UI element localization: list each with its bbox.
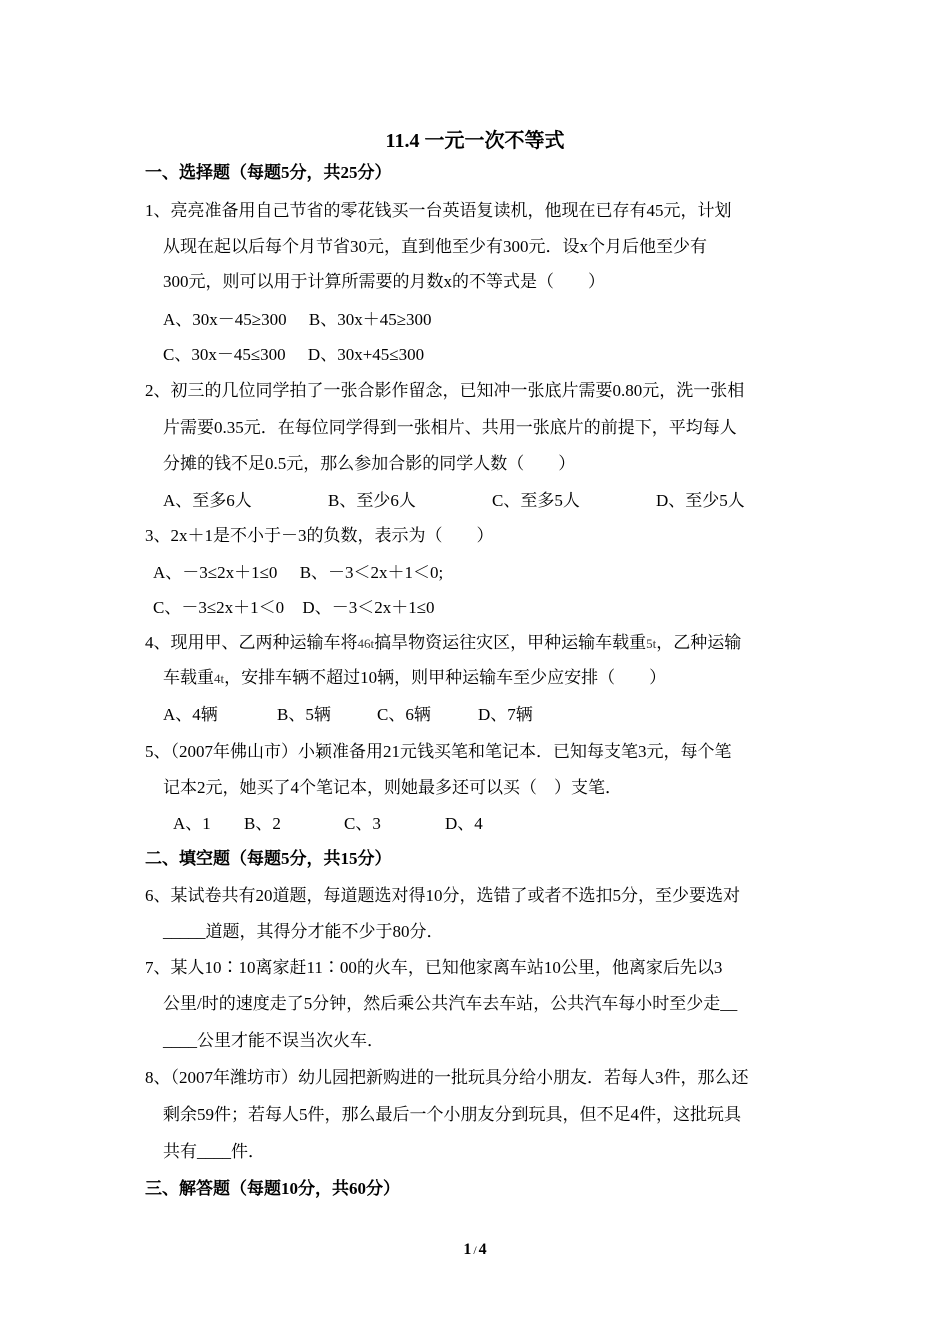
question-4-options xyxy=(163,703,533,727)
question-2-options xyxy=(163,489,745,513)
question-6-line-1: 6、某试卷共有20道题，每道题选对得10分，选错了或者不选扣5分，至少要选对 xyxy=(145,886,740,905)
question-3-options-row-1 xyxy=(153,561,443,585)
page-separator: / xyxy=(473,1243,477,1257)
question-4-option-b: B、5辆 xyxy=(277,705,331,724)
question-5-option-a: A、1 xyxy=(173,814,211,833)
question-1-option-d: D、30x+45≤300 xyxy=(307,345,425,364)
section-heading-fill-in: 二、填空题（每题5分，共15分） xyxy=(145,849,392,868)
question-3-option-c: C、－3≤2x＋1＜0 xyxy=(153,598,285,617)
question-4-line-2: 车载重4t，安排车辆不超过10辆，则甲种运输车至少应安排（ ） xyxy=(163,668,667,687)
quantity-5t: 5t xyxy=(646,636,657,651)
question-4-option-a: A、4辆 xyxy=(163,705,218,724)
question-1-line-1: 1、亮亮准备用自己节省的零花钱买一台英语复读机，他现在已存有45元，计划 xyxy=(145,201,732,220)
question-4-line-1: 4、现用甲、乙两种运输车将46t搞旱物资运往灾区，甲种运输车载重5t，乙种运输 xyxy=(145,633,742,652)
question-1-line-2: 从现在起以后每个月节省30元，直到他至少有300元．设x个月后他至少有 xyxy=(163,237,707,256)
question-5-line-1: 5、（2007年佛山市）小颖准备用21元钱买笔和笔记本．已知每支笔3元，每个笔 xyxy=(145,742,732,761)
question-6-line-2: _____道题，其得分才能不少于80分． xyxy=(163,922,444,941)
question-5-option-b: B、2 xyxy=(244,814,281,833)
question-5-option-d: D、4 xyxy=(445,814,483,833)
section-heading-multiple-choice: 一、选择题（每题5分，共25分） xyxy=(145,163,392,182)
question-1-option-c: C、30x－45≤300 xyxy=(163,345,286,364)
question-7-line-2: 公里/时的速度走了5分钟，然后乘公共汽车去车站，公共汽车每小时至少走__ xyxy=(163,994,738,1013)
question-5-line-2: 记本2元，她买了4个笔记本，则她最多还可以买（ ）支笔． xyxy=(163,778,622,797)
quantity-4t: 4t xyxy=(214,671,225,686)
question-3-option-d: D、－3＜2x＋1≤0 xyxy=(302,598,435,617)
question-2-option-b: B、至少6人 xyxy=(328,491,416,510)
question-7-line-3: ____公里才能不误当次火车． xyxy=(163,1031,384,1050)
total-pages: 4 xyxy=(478,1241,487,1258)
question-4-option-c: C、6辆 xyxy=(377,705,431,724)
question-8-line-3: 共有____件． xyxy=(163,1142,265,1161)
question-7-line-1: 7、某人10∶10离家赶11∶00的火车，已知他家离车站10公里，他离家后先以3 xyxy=(145,958,723,977)
question-3-option-b: B、－3＜2x＋1＜0; xyxy=(299,563,444,582)
question-2-line-3: 分摊的钱不足0.5元，那么参加合影的同学人数（ ） xyxy=(163,454,576,473)
current-page: 1 xyxy=(463,1241,472,1258)
question-8-line-1: 8、（2007年潍坊市）幼儿园把新购进的一批玩具分给小朋友．若每人3件，那么还 xyxy=(145,1068,749,1087)
question-1-option-b: B、30x＋45≥300 xyxy=(308,310,432,329)
section-heading-solve: 三、解答题（每题10分，共60分） xyxy=(145,1179,400,1198)
question-2-option-a: A、至多6人 xyxy=(163,491,252,510)
question-1-line-3: 300元，则可以用于计算所需要的月数x的不等式是（ ） xyxy=(163,272,605,291)
question-3-option-a: A、－3≤2x＋1≤0 xyxy=(153,563,278,582)
question-3-options-row-2 xyxy=(153,596,435,620)
question-5-options xyxy=(173,812,483,836)
question-1-options-row-1 xyxy=(163,308,432,332)
question-4-option-d: D、7辆 xyxy=(478,705,533,724)
question-1-options-row-2 xyxy=(163,343,424,367)
question-3-line-1: 3、2x＋1是不小于－3的负数，表示为（ ） xyxy=(145,526,494,545)
question-8-line-2: 剩余59件；若每人5件，那么最后一个小朋友分到玩具，但不足4件，这批玩具 xyxy=(163,1105,741,1124)
question-1-option-a: A、30x－45≥300 xyxy=(163,310,287,329)
question-2-option-c: C、至多5人 xyxy=(492,491,580,510)
question-2-line-2: 片需要0.35元．在每位同学得到一张相片、共用一张底片的前提下，平均每人 xyxy=(163,418,737,437)
quantity-46t: 46t xyxy=(357,636,375,651)
document-title: 11.4 一元一次不等式 xyxy=(385,130,565,152)
question-5-option-c: C、3 xyxy=(344,814,381,833)
page-number xyxy=(0,1241,950,1259)
question-2-option-d: D、至少5人 xyxy=(656,491,745,510)
question-2-line-1: 2、初三的几位同学拍了一张合影作留念，已知冲一张底片需要0.80元，洗一张相 xyxy=(145,381,745,400)
